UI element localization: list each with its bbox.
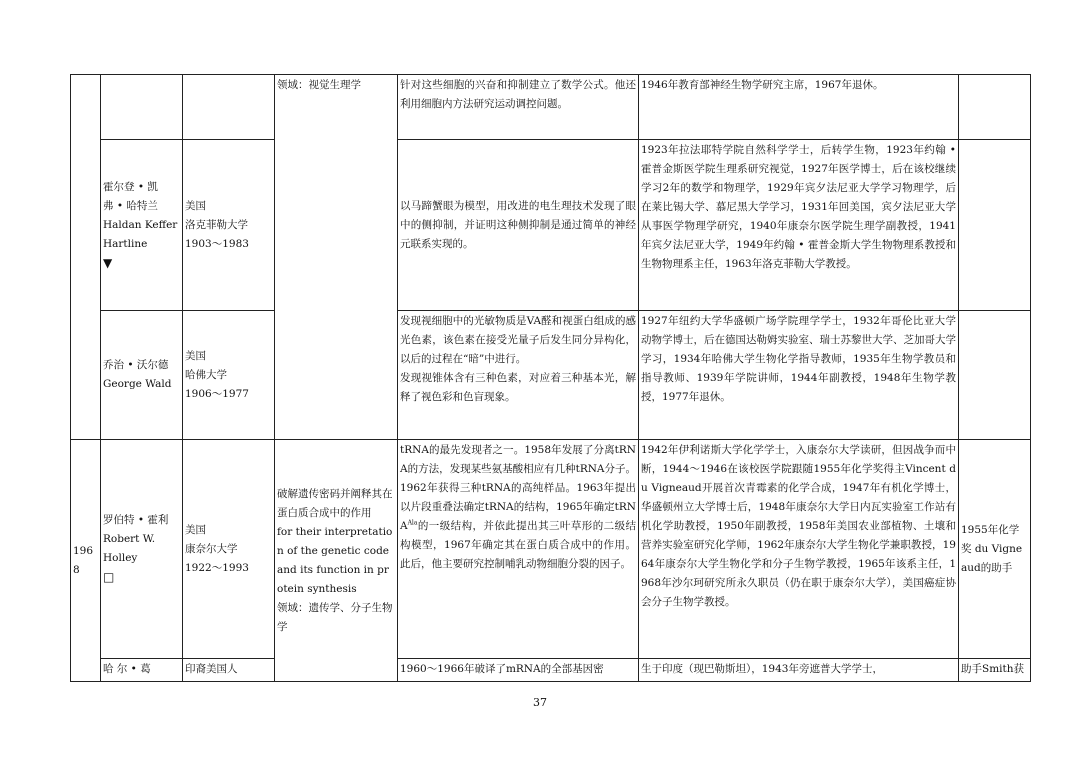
contribution-cell xyxy=(398,140,639,311)
career-text: 1927年纽约大学华盛顿广场学院理学学士，1932年哥伦比亚大学动物学博士，后在德国达勒姆实验室、瑞士苏黎世大学、芝加哥大学学习，1934年哈佛大学生物化学指导教师，1935年生物学教员和指导教师、1939年学院讲师，1944年副教授，1948年生物学教授，1977年退休。 xyxy=(641,315,956,403)
name-en-line: Haldan Keffer xyxy=(103,218,178,231)
name-cell xyxy=(101,659,183,682)
name-cn-line: 乔治 • 沃尔德 xyxy=(103,359,169,371)
table-row xyxy=(71,75,1031,140)
field-cell xyxy=(275,75,398,440)
name-cn-line: 罗伯特 • 霍利 xyxy=(103,514,169,526)
career-cell xyxy=(639,75,959,140)
name-en-line: Holley xyxy=(103,552,138,564)
career-cell xyxy=(639,140,959,311)
contribution-cell xyxy=(398,659,639,682)
name-cn-line: 弗 • 哈特兰 xyxy=(103,199,158,212)
note-text: 1955年化学奖 du Vigneaud的助手 xyxy=(961,523,1023,574)
field-text: 领域：视觉生理学 xyxy=(277,79,361,91)
page-number: 37 xyxy=(533,696,547,709)
note-cell xyxy=(959,311,1031,440)
career-cell xyxy=(639,311,959,440)
affiliation-text: 哈佛大学 xyxy=(185,368,227,381)
note-cell xyxy=(959,75,1031,140)
contribution-cell xyxy=(398,440,639,659)
career-text: 1942年伊利诺斯大学化学学士，入康奈尔大学读研，但因战争而中断，1944～1946在该校医学院跟随1955年化学奖得主Vincent du Vigneaud开展首次青霉素的化学合成，1947年有机化学博士，华盛顿州立大学博士后，1948年康奈尔大学日内瓦实验室工作站有机化学助教授，1950年副教授，1958年美国农业部植物、土壤和营养实验室研究化学师，1962年康奈尔大学生物化学兼职教授，1964年康奈尔大学生物化学和分子生物学教授，1965年该系主任，1968年沙尔珂研究所永久职员（仍在职于康奈尔大学），美国癌症协会分子生物学教授。 xyxy=(641,444,956,608)
name-cell xyxy=(101,140,183,311)
contribution-text: 发现视细胞中的光敏物质是VA醛和视蛋白组成的感光色素，该色素在接受光量子后发生同分异构化，以后的过程在“暗”中进行。 xyxy=(400,315,636,365)
country-text: 美国 xyxy=(185,523,206,536)
career-cell xyxy=(639,659,959,682)
field-area-text: 领域：遗传学、分子生物学 xyxy=(277,601,393,633)
country-text: 印裔美国人 xyxy=(185,663,238,675)
note-cell xyxy=(959,440,1031,659)
table-row xyxy=(71,311,1031,440)
name-cell xyxy=(101,75,183,140)
contribution-cell xyxy=(398,311,639,440)
name-en-line: Robert W. xyxy=(103,533,156,545)
superscript-text: Ala xyxy=(407,519,418,527)
contribution-text: 以马蹄蟹眼为模型，用改进的电生理技术发现了眼中的侧抑制，并证明这种侧抑制是通过简单的神经元联系实现的。 xyxy=(400,199,636,250)
affiliation-text: 洛克菲勒大学 xyxy=(185,218,248,231)
table-row xyxy=(71,440,1031,659)
contribution-text: 1960～1966年破译了mRNA的全部基因密 xyxy=(400,663,604,675)
field-cn-text: 破解遗传密码并阐释其在蛋白质合成中的作用 xyxy=(277,487,393,519)
country-cell xyxy=(183,311,275,440)
country-cell xyxy=(183,140,275,311)
year-text: 1968 xyxy=(73,544,94,576)
country-text: 美国 xyxy=(185,199,206,212)
table-row xyxy=(71,140,1031,311)
years-text: 1906～1977 xyxy=(185,387,249,400)
contribution-text: 发现视锥体含有三种色素，对应着三种基本光，解释了视色彩和色盲现象。 xyxy=(400,372,636,403)
name-en-line: George Wald xyxy=(103,378,172,390)
career-text: 生于印度（现巴勒斯坦），1943年旁遮普大学学士， xyxy=(641,663,883,675)
career-text: 1946年教育部神经生物学研究主席，1967年退休。 xyxy=(641,79,884,91)
career-cell xyxy=(639,440,959,659)
field-cell xyxy=(275,440,398,682)
name-cn-line: 哈 尔 • 葛 xyxy=(103,663,151,675)
laureate-table xyxy=(70,74,1031,682)
name-cell xyxy=(101,440,183,659)
note-cell xyxy=(959,140,1031,311)
country-cell xyxy=(183,75,275,140)
years-text: 1922～1993 xyxy=(185,561,249,574)
year-cell xyxy=(71,75,101,440)
years-text: 1903～1983 xyxy=(185,237,249,250)
laureate-marker-icon: ▼ xyxy=(103,255,113,270)
table-row xyxy=(71,659,1031,682)
contribution-text: 的一级结构，并依此提出其三叶草形的二级结构模型，1967年确定其在蛋白质合成中的作用。此后，他主要研究控制哺乳动物细胞分裂的因子。 xyxy=(400,520,636,570)
career-text: 1923年拉法耶特学院自然科学学士，后转学生物，1923年约翰 • 霍普金斯医学院生理系研究视觉，1927年医学博士，后在该校继续学习2年的数学和物理学，1929年宾夕法尼亚大学学习物理学，后在莱比锡大学、慕尼黑大学学习，1931年回美国，宾夕法尼亚大学从事医学物理学研究，1940年康奈尔医学院生理学副教授，1941年宾夕法尼亚大学，1949年约翰 • 霍普金斯大学生物物理系教授和生物物理系主任，1963年洛克菲勒大学教授。 xyxy=(641,144,956,270)
contribution-text: tRNA的最先发现者之一。1958年发展了分离tRNA的方法，发现某些氨基酸相应有几种tRNA分子。1962年获得三种tRNA的高纯样品。1963年提出以片段重叠法确定tRNA的结构，1965年确定tRNA xyxy=(400,444,636,532)
note-text: 助手Smith获 xyxy=(961,663,1024,675)
name-cell xyxy=(101,311,183,440)
year-cell xyxy=(71,440,101,682)
name-en-line: Hartline xyxy=(103,237,148,250)
country-cell xyxy=(183,440,275,659)
note-cell xyxy=(959,659,1031,682)
name-cn-line: 霍尔登 • 凯 xyxy=(103,180,158,193)
laureate-marker-icon: □ xyxy=(103,570,115,584)
field-en-text: for their interpretation of the genetic code and its function in protein synthesis xyxy=(277,525,393,595)
contribution-text: 针对这些细胞的兴奋和抑制建立了数学公式。他还利用细胞内方法研究运动调控问题。 xyxy=(400,79,636,110)
contribution-cell xyxy=(398,75,639,140)
country-cell xyxy=(183,659,275,682)
affiliation-text: 康奈尔大学 xyxy=(185,542,238,555)
country-text: 美国 xyxy=(185,349,206,362)
